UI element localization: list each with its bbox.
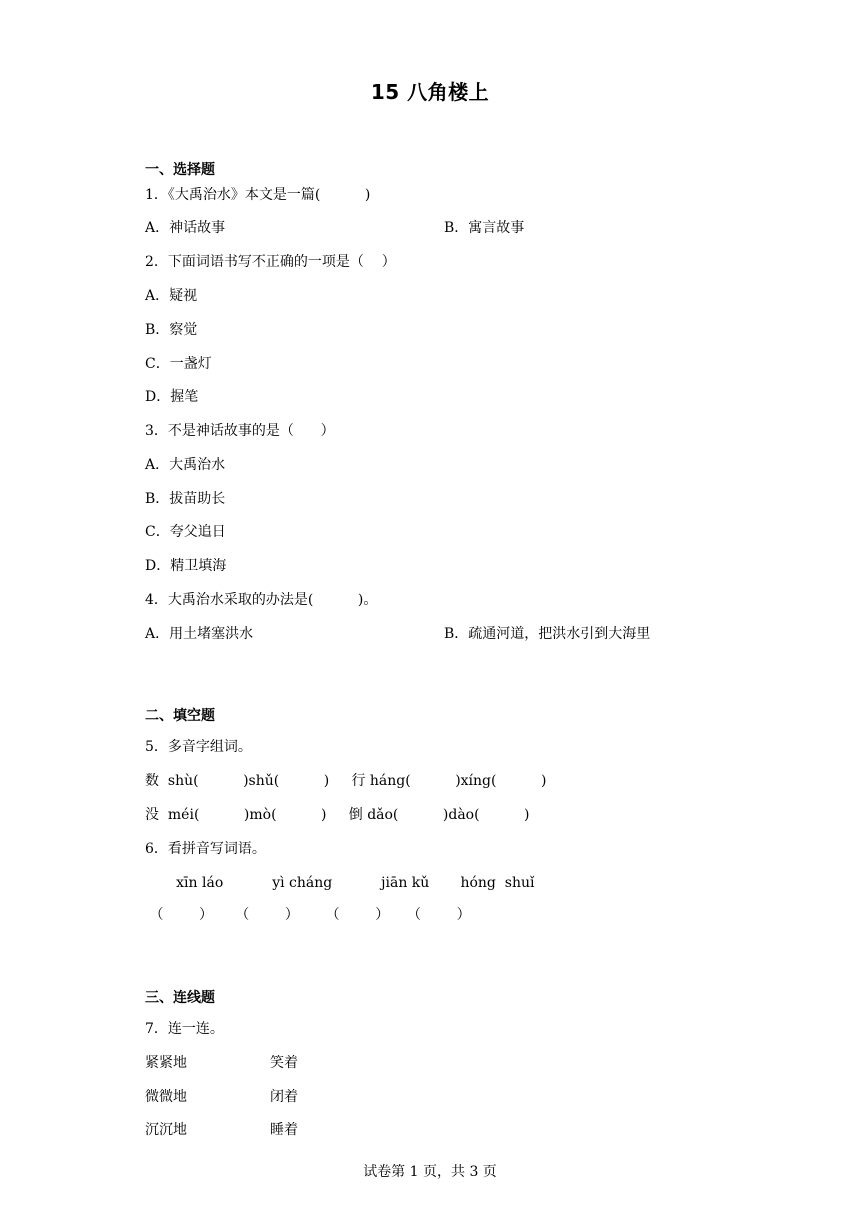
match-left-item: 微微地 — [145, 1089, 187, 1105]
question-4-option-b: B．疏通河道，把洪水引到大海里 — [444, 626, 651, 642]
question-6-stem: 6．看拼音写词语。 — [145, 841, 266, 857]
question-2-option-b: B．察觉 — [145, 322, 198, 338]
match-right-item: 笑着 — [270, 1055, 298, 1071]
question-5-stem: 5．多音字组词。 — [145, 739, 252, 755]
question-3-option-c: C．夸父追日 — [145, 524, 226, 540]
question-3-option-a: A．大禹治水 — [145, 457, 226, 473]
question-3-option-d: D．精卫填海 — [145, 558, 227, 574]
question-4-option-a: A．用土堵塞洪水 — [145, 626, 254, 642]
question-6-brackets: （ ） （ ） （ ） （ ） — [145, 907, 471, 923]
match-right-item: 睡着 — [270, 1122, 298, 1138]
question-3-option-b: B．拔苗助长 — [145, 491, 226, 507]
question-1-option-b: B．寓言故事 — [444, 220, 525, 236]
question-3-stem: 3．不是神话故事的是（ ） — [145, 423, 335, 439]
question-2-option-d: D．握笔 — [145, 389, 199, 405]
section-heading-fill: 二、填空题 — [145, 708, 215, 724]
question-2-stem: 2．下面词语书写不正确的一项是（ ） — [145, 254, 396, 270]
question-2-option-a: A．疑视 — [145, 288, 198, 304]
page-title: 15 八角楼上 — [370, 80, 490, 104]
question-1-option-a: A．神话故事 — [145, 220, 226, 236]
question-1-stem: 1．《大禹治水》本文是一篇( ) — [145, 187, 371, 203]
question-4-stem: 4．大禹治水采取的办法是( )。 — [145, 592, 378, 608]
question-7-stem: 7．连一连。 — [145, 1021, 224, 1037]
question-5-row-1: 数 shù( )shǔ( ) 行 háng( )xíng( ) — [145, 773, 547, 789]
question-2-option-c: C．一盏灯 — [145, 356, 212, 372]
section-heading-choice: 一、选择题 — [145, 162, 215, 178]
question-5-row-2: 没 méi( )mò( ) 倒 dǎo( )dào( ) — [145, 807, 530, 823]
match-right-item: 闭着 — [270, 1089, 298, 1105]
match-left-item: 沉沉地 — [145, 1122, 187, 1138]
page-footer: 试卷第 1 页，共 3 页 — [363, 1164, 497, 1180]
match-left-item: 紧紧地 — [145, 1055, 187, 1071]
section-heading-matching: 三、连线题 — [145, 990, 215, 1006]
question-6-pinyin: xīn láo yì cháng jiān kǔ hóng shuǐ — [145, 875, 535, 891]
